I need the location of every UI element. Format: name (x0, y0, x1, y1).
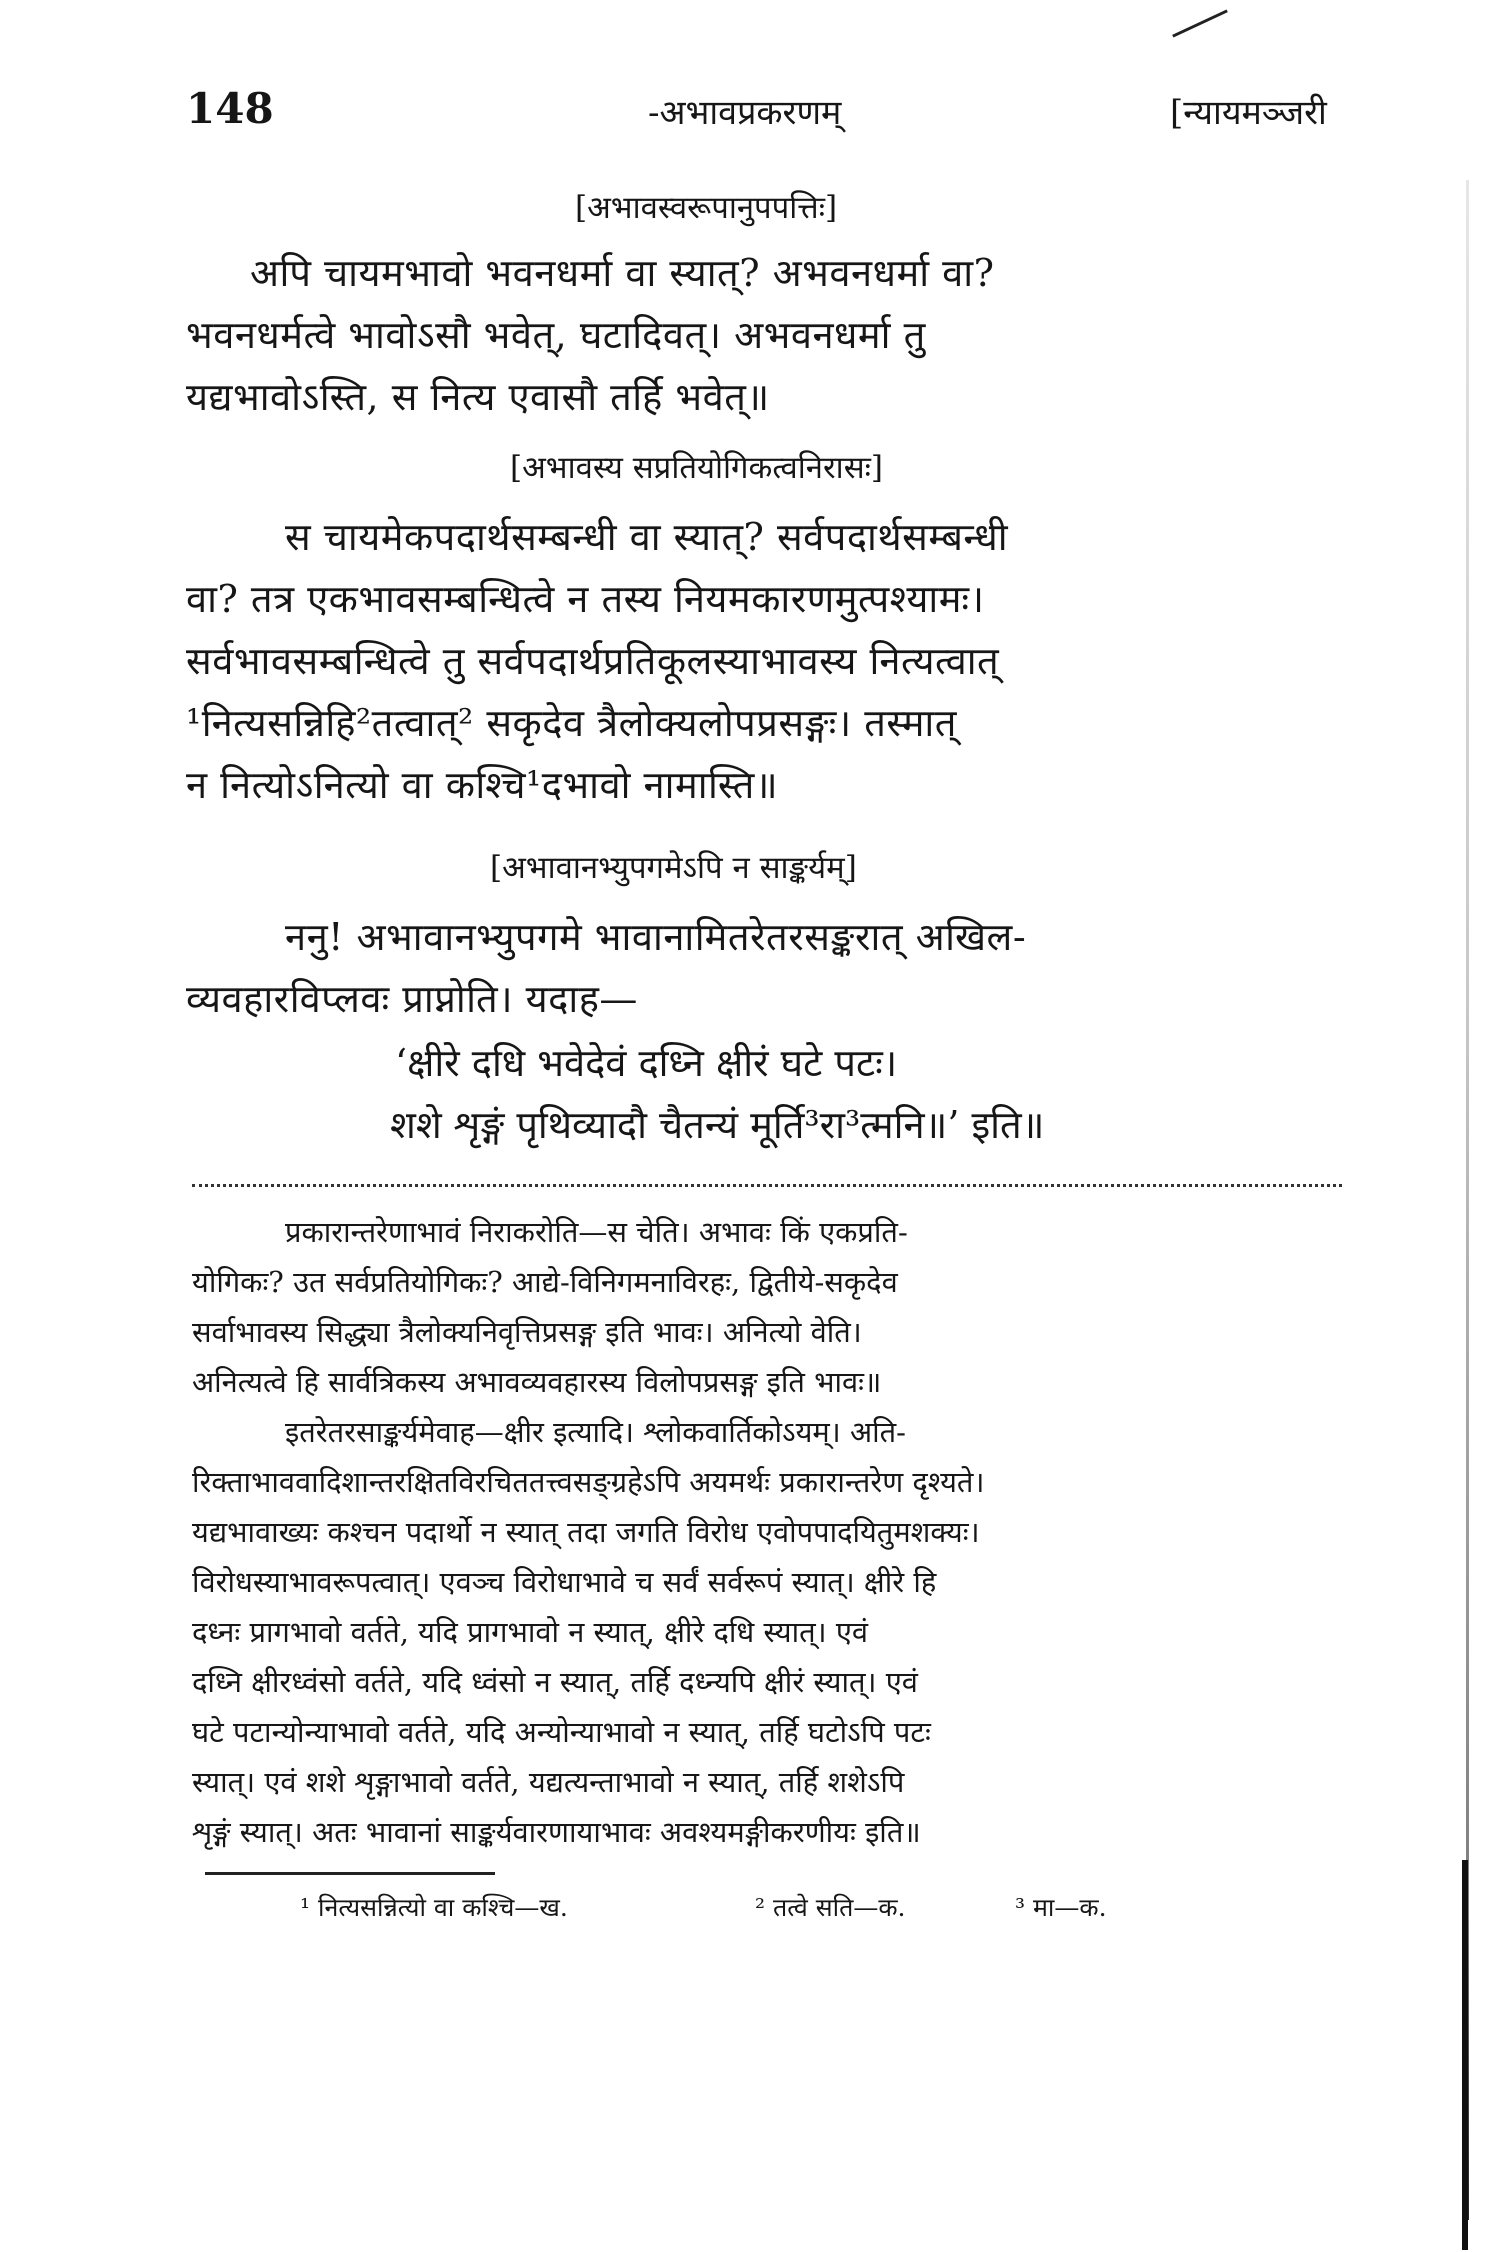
commentary-line: दध्नः प्रागभावो वर्तते, यदि प्रागभावो न स्यात्, क्षीरे दधि स्यात्। एवं (192, 1615, 868, 1649)
text-line: सर्वभावसम्बन्धित्वे तु सर्वपदार्थप्रतिकूलस्याभावस्य नित्यत्वात् (186, 639, 1000, 683)
footnote: ¹ नित्यसन्नित्यो वा कश्चि—ख. (300, 1893, 568, 1922)
book-title: [न्यायमञ्जरी (1170, 93, 1327, 133)
commentary-line: स्यात्। एवं शशे शृङ्गाभावो वर्तते, यद्यत्यन्ताभावो न स्यात्, तर्हि शशेऽपि (192, 1765, 905, 1799)
footnote: ² तत्वे सति—क. (755, 1893, 906, 1922)
section-heading: [अभावानभ्युपगमेऽपि न साङ्कर्यम्] (490, 850, 857, 886)
running-title: -अभावप्रकरणम् (648, 93, 842, 133)
text-line: भवनधर्मत्वे भावोऽसौ भवेत्, घटादिवत्। अभवनधर्मा तु (186, 313, 926, 357)
verse-line: शशे शृङ्गं पृथिव्यादौ चैतन्यं मूर्ति³रा³त्मनि॥’ इति॥ (390, 1103, 1045, 1147)
footnote-rule (205, 1872, 495, 1875)
section-heading: [अभावस्य सप्रतियोगिकत्वनिरासः] (510, 450, 884, 486)
commentary-line: विरोधस्याभावरूपत्वात्। एवञ्च विरोधाभावे च सर्वं सर्वरूपं स्यात्। क्षीरे हि (192, 1565, 937, 1599)
commentary-line: अनित्यत्वे हि सार्वत्रिकस्य अभावव्यवहारस्य विलोपप्रसङ्ग इति भावः॥ (192, 1365, 882, 1399)
commentary-line: दध्नि क्षीरध्वंसो वर्तते, यदि ध्वंसो न स्यात्, तर्हि दध्न्यपि क्षीरं स्यात्। एवं (192, 1665, 918, 1699)
commentary-line: शृङ्गं स्यात्। अतः भावानां साङ्कर्यवारणायाभावः अवश्यमङ्गीकरणीयः इति॥ (192, 1815, 921, 1849)
commentary-line: यद्यभावाख्यः कश्चन पदार्थो न स्यात् तदा जगति विरोध एवोपपादयितुमशक्यः। (192, 1515, 980, 1549)
pen-mark (1172, 9, 1228, 37)
page-number: 148 (186, 84, 274, 133)
commentary-line: योगिकः? उत सर्वप्रतियोगिकः? आद्ये-विनिगमनाविरहः, द्वितीये-सकृदेव (192, 1265, 898, 1299)
footnote: ³ मा—क. (1015, 1893, 1107, 1922)
text-line: न नित्योऽनित्यो वा कश्चि¹दभावो नामास्ति॥ (186, 763, 779, 807)
text-line: अपि चायमभावो भवनधर्मा वा स्यात्? अभवनधर्मा वा? (250, 251, 995, 295)
verse-line: ‘क्षीरे दधि भवेदेवं दध्नि क्षीरं घटे पटः। (395, 1041, 898, 1085)
text-line: ननु! अभावानभ्युपगमे भावानामितरेतरसङ्करात् अखिल- (285, 915, 1027, 959)
text-line: यद्यभावोऽस्ति, स नित्य एवासौ तर्हि भवेत्॥ (186, 375, 770, 419)
text-line: स चायमेकपदार्थसम्बन्धी वा स्यात्? सर्वपदार्थसम्बन्धी (285, 515, 1009, 559)
text-line: ¹नित्यसन्निहि²तत्वात्² सकृदेव त्रैलोक्यलोपप्रसङ्गः। तस्मात् (186, 701, 957, 745)
text-line: व्यवहारविप्लवः प्राप्नोति। यदाह— (186, 977, 638, 1021)
binding-edge-dark (1462, 1860, 1468, 2250)
text-line: वा? तत्र एकभावसम्बन्धित्वे न तस्य नियमकारणमुत्पश्यामः। (186, 577, 985, 621)
separator-rule (192, 1184, 1342, 1187)
commentary-line: रिक्ताभाववादिशान्तरक्षितविरचिततत्त्वसङ्ग्रहेऽपि अयमर्थः प्रकारान्तरेण दृश्यते। (192, 1465, 985, 1499)
commentary-line: घटे पटान्योन्याभावो वर्तते, यदि अन्योन्याभावो न स्यात्, तर्हि घटोऽपि पटः (192, 1715, 931, 1749)
section-heading: [अभावस्वरूपानुपपत्तिः] (575, 190, 838, 226)
commentary-line: प्रकारान्तरेणाभावं निराकरोति—स चेति। अभावः किं एकप्रति- (285, 1215, 908, 1249)
commentary-line: सर्वाभावस्य सिद्ध्या त्रैलोक्यनिवृत्तिप्रसङ्ग इति भावः। अनित्यो वेति। (192, 1315, 862, 1349)
commentary-line: इतरेतरसाङ्कर्यमेवाह—क्षीर इत्यादि। श्लोकवार्तिकोऽयम्। अति- (285, 1415, 906, 1449)
